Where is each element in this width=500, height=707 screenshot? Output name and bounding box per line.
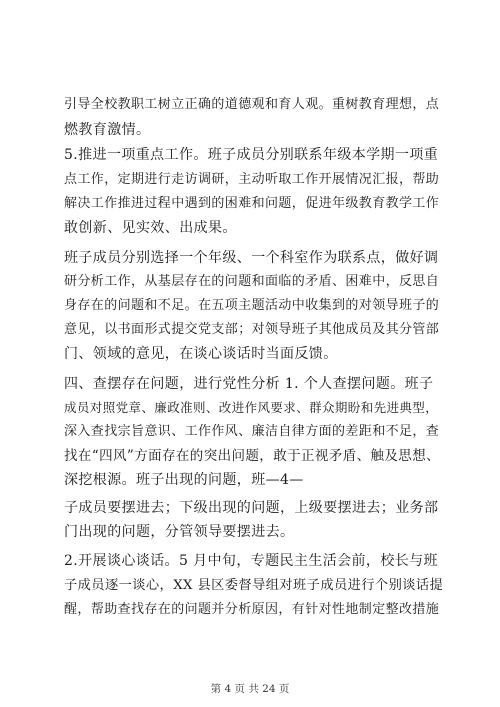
body-text-line: 找在“四风”方面存在的突出问题，敢于正视矛盾、触及思想、 [64,448,441,464]
body-text-line: 门出现的问题，分管领导要摆进去。 [64,524,295,540]
body-text-line: 成员对照党章、廉政准则、改进作风要求、群众期盼和先进典型， [64,400,439,415]
body-text-line: 门、领域的意见，在谈心谈话时当面反馈。 [64,346,338,362]
body-text-line: 引导全校教职工树立正确的道德观和育人观。重树教育理想，点 [64,97,440,112]
body-text-line: 醒，帮助查找存在的问题并分析原因，有针对性地制定整改措施 [64,602,440,617]
body-text-line: 2.开展谈心谈话。5 月中旬，专题民主生活会前，校长与班 [64,553,438,569]
body-text-line: 四、查摆存在问题，进行党性分析 1. 个人查摆问题。班子 [64,376,434,392]
body-text-line: 解决工作推进过程中遇到的困难和问题，促进年级教育教学工作 [64,196,440,211]
body-text-line: 5.推进一项重点工作。班子成员分别联系年级本学期一项重 [64,147,439,163]
body-text-line: 深挖根源。班子出现的问题，班—4— [64,472,304,488]
body-text-line: 子成员逐一谈心，XX 县区委督导组对班子成员进行个别谈话提 [64,578,444,593]
body-text-line: 意见，以书面形式提交党支部；对领导班子其他成员及其分管部 [64,322,440,337]
body-text-line: 点工作，定期进行走访调研，主动听取工作开展情况汇报，帮助 [64,172,440,187]
page-number-footer: 第 4 页 共 24 页 [210,683,290,695]
body-text-line: 敢创新、见实效、出成果。 [64,220,237,236]
body-text-line: 班子成员分别选择一个年级、一个科室作为联系点，做好调 [64,250,439,266]
body-text-line: 身存在的问题和不足。在五项主题活动中收集到的对领导班子的 [64,298,440,313]
body-text-line: 研分析工作，从基层存在的问题和面临的矛盾、困难中，反思自 [64,274,440,289]
body-text-line: 子成员要摆进去；下级出现的问题，上级要摆进去；业务部 [64,500,439,516]
body-text-line: 燃教育激情。 [64,122,151,138]
body-text-line: 深入查找宗旨意识、工作作风、廉洁自律方面的差距和不足，查 [64,424,440,439]
